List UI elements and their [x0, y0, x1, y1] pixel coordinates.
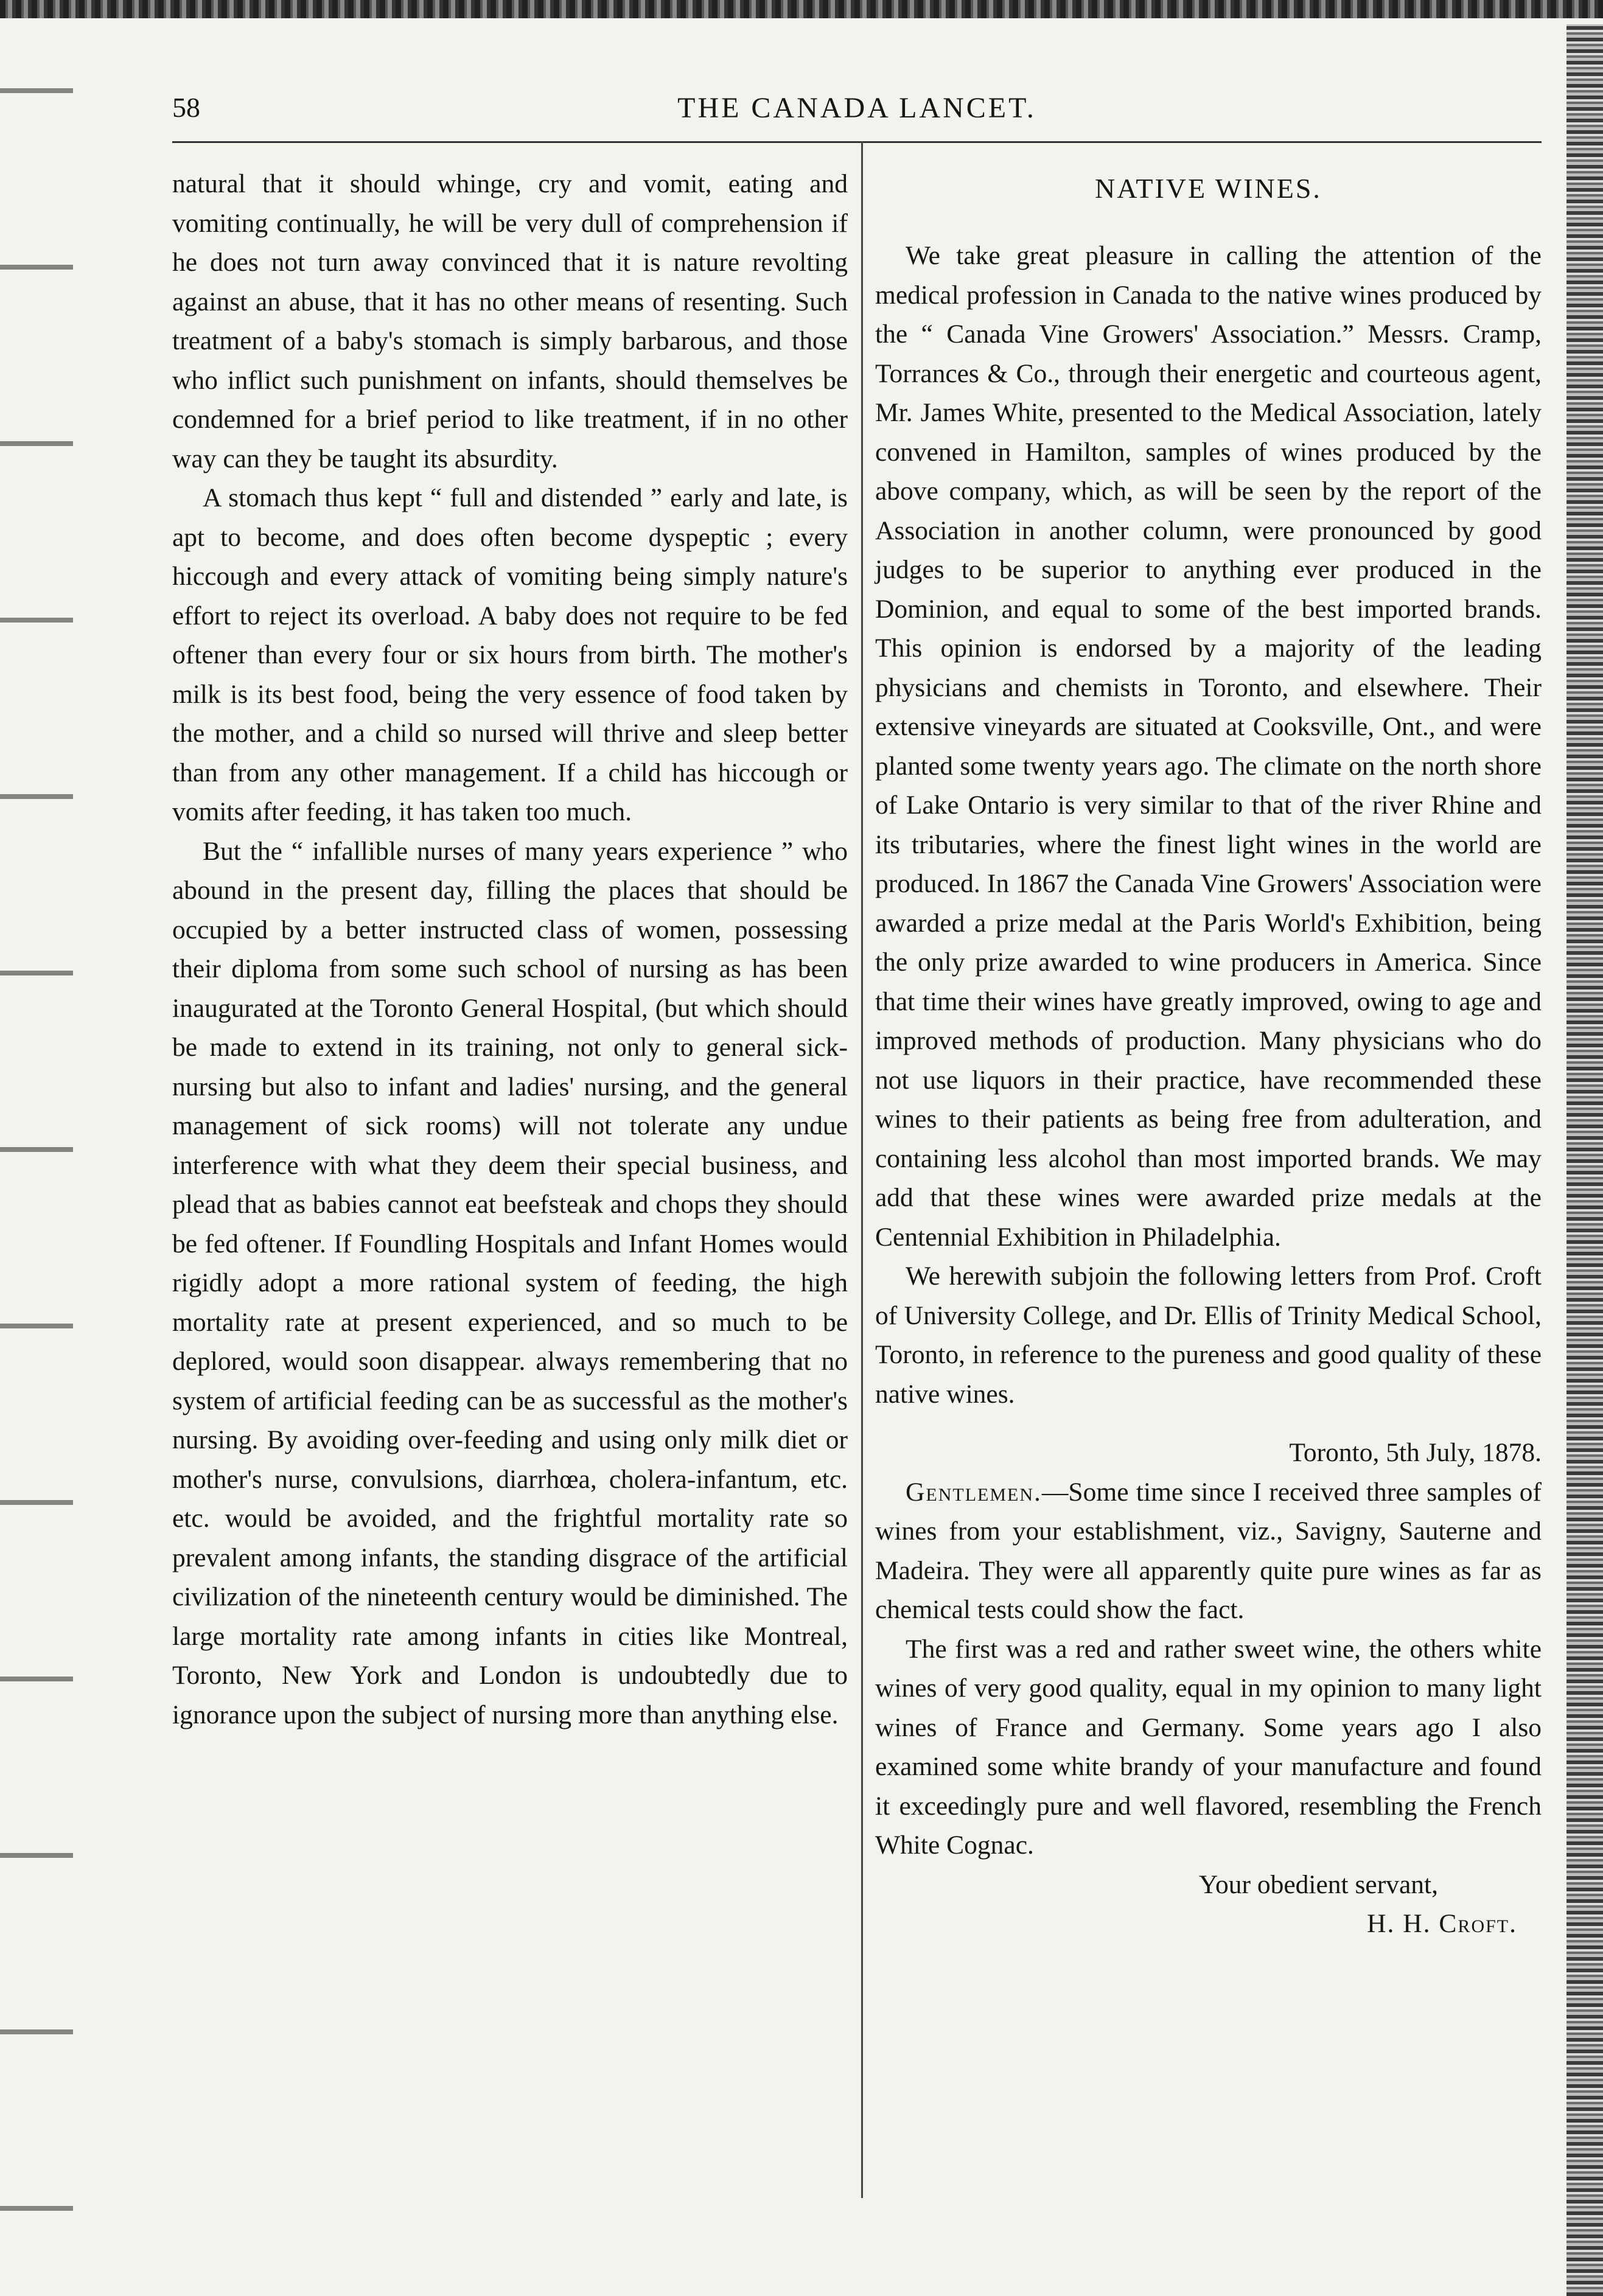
letter-salutation: Gentlemen. — [906, 1477, 1042, 1507]
column-divider — [861, 141, 863, 2198]
scan-margin-marks — [0, 24, 73, 2296]
paragraph: natural that it should whinge, cry and vomit, eating and vomiting continually, he will be very dull of comprehension if he does not turn away convinced that it is nature revolting against an abuse, that it has no other means of resenting. Such treatment of a baby's stomach is simply barbarous, and those who inflict such punishment on infants, should themselves be condemned for a brief period to like treatment, if in no other way can they be taught its absurdity. — [172, 169, 848, 473]
article-heading: NATIVE WINES. — [1095, 173, 1322, 204]
paragraph: But the “ infallible nurses of many years experience ” who abound in the present day, filling the places that should be occupied by a better instructed class of women, possessing their diploma from some such school of nursing as has been inaugurated at the Toronto General Hospital, (but which should be made to extend in its training, not only to general sick-nursing but also to infant and ladies' nursing, and the general management of sick rooms) will not tolerate any undue interference with what they deem their special business, and plead that as babies cannot eat beefsteak and chops they should be fed oftener. If Foundling Hospitals and Infant Homes would rigidly adopt a more rational system of feeding, the high mortality rate at present experienced, and so much to be deplored, would soon disappear. always remembering that no system of artificial feeding can be as successful as the mother's nursing. By avoiding over-feeding and using only milk diet or mother's nurse, convulsions, diarrhœa, cholera-infantum, etc. etc. would be avoided, and the frightful mortality rate so prevalent among infants, the standing disgrace of the artificial civilization of the nineteenth century would be diminished. The large mortality rate among infants in cities like Montreal, Toronto, New York and London is undoubtedly due to ignorance upon the subject of nursing more than anything else. — [172, 836, 848, 1729]
scan-border-right — [1566, 24, 1603, 2296]
left-column — [172, 164, 848, 1734]
letter-signature: H. H. Croft. — [1367, 1909, 1517, 1938]
paragraph: A stomach thus kept “ full and distended ” early and late, is apt to become, and does often become dyspeptic ; every hiccough and every attack of vomiting being simply nature's effort to reject its overload. A baby does not require to be fed oftener than every four or six hours from birth. The mother's milk is its best food, being the very essence of food taken by the mother, and a child so nursed will thrive and sleep better than from any other management. If a child has hiccough or vomits after feeding, it has taken too much. — [172, 483, 848, 826]
page-header — [172, 91, 1542, 134]
letter-body: The first was a red and rather sweet wine, the others white wines of very good quality, equal in my opinion to many light wines of France and Germany. Some years ago I also examined some white brandy of your manufacture and found it exceedingly pure and well flavored, resembling the French White Cognac. — [875, 1634, 1542, 1860]
header-rule — [172, 141, 1542, 143]
paragraph: We herewith subjoin the following letters from Prof. Croft of University College, and Dr. Ellis of Trinity Medical School, Toronto, in reference to the pureness and good quality of these native wines. — [875, 1261, 1542, 1409]
letter-opening-text: —Some time since I received three samples of wines from your establishment, viz., Savigny, Sauterne and Madeira. They were all apparently quite pure wines as far as chemical tests could show the fact. — [875, 1477, 1542, 1624]
letter-opening — [875, 1473, 1542, 1630]
paragraph: We take great pleasure in calling the attention of the medical profession in Canada to the native wines produced by the “ Canada Vine Growers' Association.” Messrs. Cramp, Torrances & Co., through their energetic and courteous agent, Mr. James White, presented to the Medical Association, lately convened in Hamilton, samples of wines produced by the above company, which, as will be seen by the report of the Association in another column, were pronounced by good judges to be superior to anything ever produced in the Dominion, and equal to some of the best imported brands. This opinion is endorsed by a majority of the leading physicians and chemists in Toronto, and elsewhere. Their extensive vineyards are situated at Cooksville, Ont., and were planted some twenty years ago. The climate on the north shore of Lake Ontario is very similar to that of the river Rhine and its tributaries, where the finest light wines in the world are produced. In 1867 the Canada Vine Growers' Association were awarded a prize medal at the Paris World's Exhibition, being the only prize awarded to wine producers in America. Since that time their wines have greatly improved, owing to age and improved methods of production. Many physicians who do not use liquors in their practice, have recommended these wines to their patients as being free from adulteration, and containing less alcohol than most imported brands. We may add that these wines were awarded prize medals at the Centennial Exhibition in Philadelphia. — [875, 241, 1542, 1252]
letter-closing: Your obedient servant, — [1198, 1869, 1438, 1899]
right-column — [875, 164, 1542, 1944]
running-title: THE CANADA LANCET. — [677, 92, 1036, 124]
letter-date: Toronto, 5th July, 1878. — [1289, 1438, 1542, 1467]
scan-border-top — [0, 0, 1603, 18]
page-number: 58 — [172, 92, 200, 123]
